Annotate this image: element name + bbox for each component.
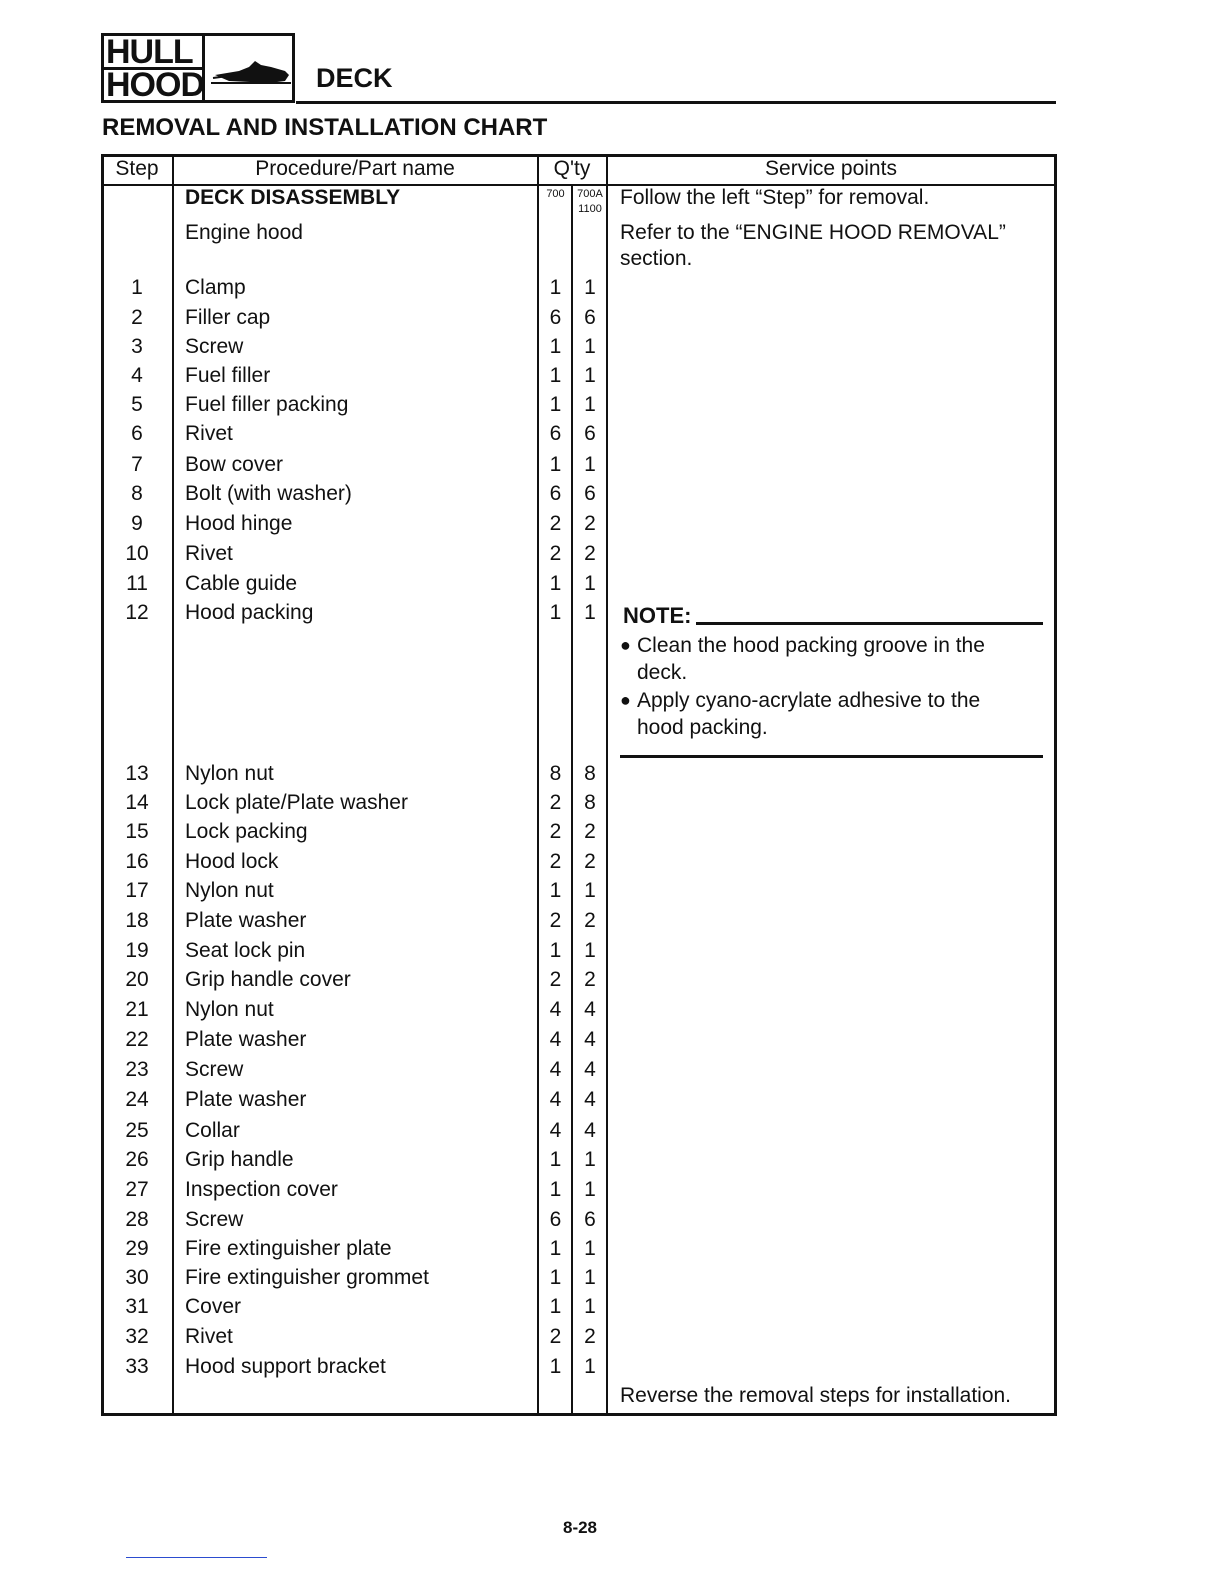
row-part-name: Fire extinguisher grommet <box>185 1266 429 1289</box>
row-qty-700a-1100: 6 <box>584 1208 596 1231</box>
footer-rule <box>126 1557 267 1558</box>
row-qty-700: 4 <box>549 1028 562 1051</box>
row-step: 14 <box>125 791 149 814</box>
refer-note-line1: Refer to the “ENGINE HOOD REMOVAL” <box>620 221 1006 244</box>
row-qty-700a-1100: 1 <box>584 939 596 962</box>
row-step: 26 <box>125 1148 149 1171</box>
row-part-name: Hood packing <box>185 601 314 624</box>
bullet-icon: ● <box>620 635 631 655</box>
row-qty-700: 1 <box>549 572 562 595</box>
row-qty-700a-1100: 1 <box>584 1355 596 1378</box>
row-part-name: Grip handle <box>185 1148 294 1171</box>
row-part-name: Plate washer <box>185 909 307 932</box>
row-step: 3 <box>131 335 143 358</box>
row-qty-700: 2 <box>549 909 562 932</box>
row-part-name: Lock packing <box>185 820 308 843</box>
row-qty-700: 4 <box>549 998 562 1021</box>
row-qty-700: 1 <box>549 1295 562 1318</box>
row-qty-700: 2 <box>549 968 562 991</box>
row-part-name: Cable guide <box>185 572 298 595</box>
qty-model-700: 700 <box>546 188 565 200</box>
row-qty-700a-1100: 1 <box>584 1266 596 1289</box>
row-part-name: Rivet <box>185 1325 233 1348</box>
row-qty-700a-1100: 1 <box>584 1295 596 1318</box>
row-qty-700: 1 <box>549 335 562 358</box>
note-rule <box>620 755 1043 758</box>
row-part-name: Cover <box>185 1295 242 1318</box>
row-part-name: Nylon nut <box>185 762 274 785</box>
row-qty-700: 4 <box>549 1058 562 1081</box>
row-part-name: Fire extinguisher plate <box>185 1237 392 1260</box>
note-bullet-1-line2: deck. <box>637 661 688 684</box>
row-qty-700: 1 <box>549 939 562 962</box>
row-qty-700: 1 <box>549 601 562 624</box>
row-qty-700a-1100: 1 <box>584 1148 596 1171</box>
row-qty-700a-1100: 1 <box>584 601 596 624</box>
row-step: 2 <box>131 306 143 329</box>
note-label: NOTE: <box>623 603 692 628</box>
row-step: 18 <box>125 909 149 932</box>
row-step: 16 <box>125 850 149 873</box>
row-step: 10 <box>125 542 149 565</box>
row-qty-700a-1100: 4 <box>584 998 596 1021</box>
row-part-name: Grip handle cover <box>185 968 351 991</box>
row-part-name: Screw <box>185 1208 244 1231</box>
row-qty-700a-1100: 2 <box>584 850 596 873</box>
row-qty-700a-1100: 6 <box>584 482 596 505</box>
note-bullet-1-line1: Clean the hood packing groove in the <box>637 634 985 657</box>
row-step: 27 <box>125 1178 149 1201</box>
row-part-name: Plate washer <box>185 1088 307 1111</box>
column-header-part: Procedure/Part name <box>255 157 455 180</box>
row-qty-700a-1100: 8 <box>584 762 596 785</box>
row-qty-700a-1100: 1 <box>584 393 596 416</box>
row-qty-700: 1 <box>549 1148 562 1171</box>
row-qty-700: 1 <box>549 393 562 416</box>
row-qty-700a-1100: 6 <box>584 306 596 329</box>
row-qty-700: 4 <box>549 1119 562 1142</box>
row-part-name: Hood hinge <box>185 512 293 535</box>
row-step: 19 <box>125 939 149 962</box>
row-step: 20 <box>125 968 149 991</box>
row-step: 22 <box>125 1028 149 1051</box>
row-qty-700a-1100: 1 <box>584 364 596 387</box>
row-qty-700: 8 <box>549 762 562 785</box>
row-qty-700a-1100: 2 <box>584 909 596 932</box>
row-qty-700a-1100: 1 <box>584 572 596 595</box>
row-step: 23 <box>125 1058 149 1081</box>
row-qty-700a-1100: 8 <box>584 791 596 814</box>
row-step: 15 <box>125 820 149 843</box>
row-part-name: Rivet <box>185 422 233 445</box>
row-step: 7 <box>131 453 143 476</box>
chart-title: REMOVAL AND INSTALLATION CHART <box>102 114 548 141</box>
qty-model-700a: 700A <box>577 188 603 200</box>
row-qty-700a-1100: 2 <box>584 512 596 535</box>
column-header-service: Service points <box>765 157 897 180</box>
column-header-step: Step <box>115 157 159 180</box>
row-part-name: Rivet <box>185 542 233 565</box>
row-qty-700: 2 <box>549 791 562 814</box>
row-step: 25 <box>125 1119 149 1142</box>
row-qty-700a-1100: 1 <box>584 879 596 902</box>
row-qty-700a-1100: 1 <box>584 1178 596 1201</box>
group-title: DECK DISASSEMBLY <box>185 186 401 209</box>
row-qty-700a-1100: 2 <box>584 542 596 565</box>
row-qty-700a-1100: 1 <box>584 276 596 299</box>
row-qty-700a-1100: 1 <box>584 453 596 476</box>
row-step: 28 <box>125 1208 149 1231</box>
row-part-name: Hood lock <box>185 850 279 873</box>
row-qty-700: 2 <box>549 850 562 873</box>
row-qty-700a-1100: 6 <box>584 422 596 445</box>
row-part-name: Fuel filler packing <box>185 393 349 416</box>
row-part-name: Bow cover <box>185 453 284 476</box>
row-part-name: Nylon nut <box>185 879 274 902</box>
row-step: 12 <box>125 601 149 624</box>
row-qty-700a-1100: 2 <box>584 1325 596 1348</box>
row-part-name: Screw <box>185 1058 244 1081</box>
row-part-name: Bolt (with washer) <box>185 482 352 505</box>
row-part-name: Seat lock pin <box>185 939 306 962</box>
row-part-name: Inspection cover <box>185 1178 338 1201</box>
row-step: 31 <box>125 1295 149 1318</box>
note-bullet-2-line2: hood packing. <box>637 716 768 739</box>
row-step: 6 <box>131 422 143 445</box>
row-step: 21 <box>125 998 149 1021</box>
section-title: DECK <box>316 63 393 93</box>
intro-item: Engine hood <box>185 221 303 244</box>
header-rule <box>296 101 1056 104</box>
hood-label: HOOD <box>106 66 204 104</box>
row-qty-700: 1 <box>549 364 562 387</box>
row-qty-700: 6 <box>549 482 562 505</box>
row-step: 1 <box>131 276 143 299</box>
row-part-name: Hood support bracket <box>185 1355 386 1378</box>
row-qty-700a-1100: 4 <box>584 1088 596 1111</box>
row-qty-700: 1 <box>549 453 562 476</box>
row-qty-700: 2 <box>549 512 562 535</box>
removal-note: Follow the left “Step” for removal. <box>620 186 930 209</box>
row-step: 5 <box>131 393 143 416</box>
row-qty-700a-1100: 4 <box>584 1028 596 1051</box>
hull-label: HULL <box>106 33 193 71</box>
row-qty-700: 1 <box>549 1266 562 1289</box>
row-part-name: Nylon nut <box>185 998 274 1021</box>
row-part-name: Clamp <box>185 276 246 299</box>
row-qty-700a-1100: 2 <box>584 820 596 843</box>
row-part-name: Plate washer <box>185 1028 307 1051</box>
row-qty-700a-1100: 1 <box>584 1237 596 1260</box>
bullet-icon: ● <box>620 690 631 710</box>
refer-note-line2: section. <box>620 247 693 270</box>
row-qty-700a-1100: 1 <box>584 335 596 358</box>
row-qty-700: 1 <box>549 1237 562 1260</box>
row-part-name: Fuel filler <box>185 364 271 387</box>
row-part-name: Collar <box>185 1119 240 1142</box>
row-qty-700: 1 <box>549 1355 562 1378</box>
note-rule <box>696 622 1043 625</box>
row-step: 13 <box>125 762 149 785</box>
row-qty-700: 1 <box>549 879 562 902</box>
row-qty-700: 6 <box>549 422 562 445</box>
install-note: Reverse the removal steps for installation. <box>620 1384 1012 1407</box>
row-qty-700: 2 <box>549 820 562 843</box>
row-step: 32 <box>125 1325 149 1348</box>
row-qty-700a-1100: 4 <box>584 1119 596 1142</box>
row-step: 17 <box>125 879 149 902</box>
row-step: 30 <box>125 1266 149 1289</box>
page-number: 8-28 <box>562 1518 598 1537</box>
row-step: 4 <box>131 364 143 387</box>
row-qty-700a-1100: 4 <box>584 1058 596 1081</box>
row-part-name: Filler cap <box>185 306 271 329</box>
row-step: 8 <box>131 482 143 505</box>
row-qty-700: 2 <box>549 542 562 565</box>
qty-model-1100: 1100 <box>578 203 602 215</box>
row-step: 11 <box>126 572 148 595</box>
row-qty-700: 6 <box>549 1208 562 1231</box>
column-header-qty: Q'ty <box>553 157 591 180</box>
note-bullet-2-line1: Apply cyano-acrylate adhesive to the <box>637 689 981 712</box>
row-part-name: Lock plate/Plate washer <box>185 791 408 814</box>
row-step: 29 <box>125 1237 149 1260</box>
row-qty-700: 2 <box>549 1325 562 1348</box>
row-qty-700: 6 <box>549 306 562 329</box>
row-qty-700: 1 <box>549 276 562 299</box>
row-qty-700: 4 <box>549 1088 562 1111</box>
row-step: 24 <box>125 1088 149 1111</box>
row-part-name: Screw <box>185 335 244 358</box>
row-step: 9 <box>131 512 143 535</box>
jet-ski-icon <box>209 45 293 93</box>
row-qty-700: 1 <box>549 1178 562 1201</box>
row-qty-700a-1100: 2 <box>584 968 596 991</box>
row-step: 33 <box>125 1355 149 1378</box>
